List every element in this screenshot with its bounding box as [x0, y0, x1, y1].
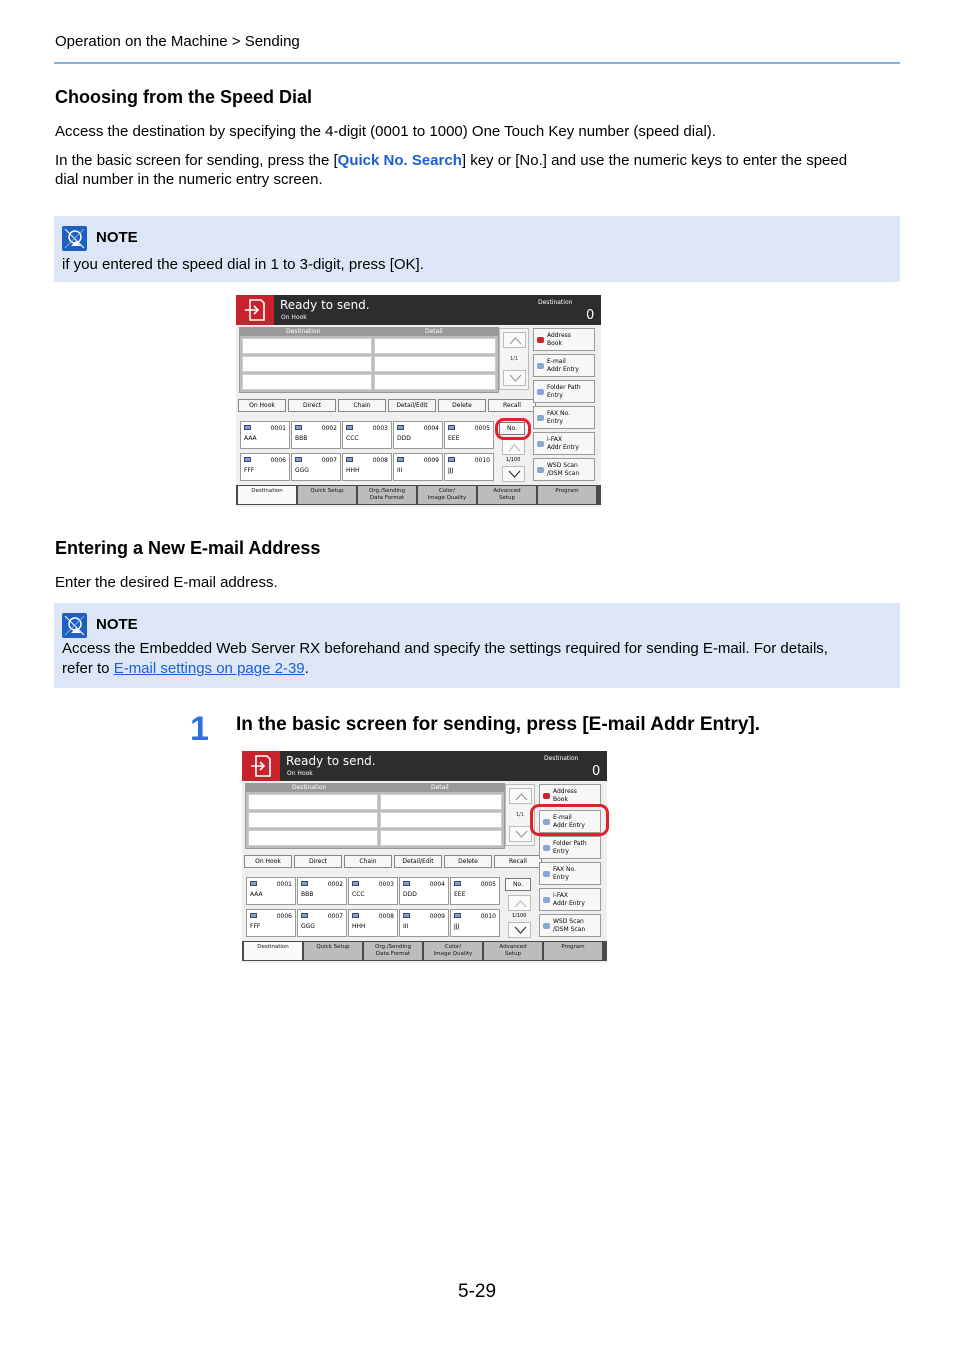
no-button-highlight	[495, 418, 531, 440]
list-page-indicator: 1/1	[516, 812, 525, 818]
action-on-hook[interactable]: On Hook	[238, 399, 286, 412]
key-label: CCC	[352, 891, 365, 898]
folder-icon	[537, 389, 544, 395]
action-direct[interactable]: Direct	[294, 855, 342, 868]
destination-type-icon	[448, 425, 455, 430]
destination-type-icon	[352, 881, 359, 886]
scroll-up-button[interactable]	[509, 788, 532, 804]
one-touch-key[interactable]	[444, 453, 494, 481]
side-button-label: i-FAX Addr Entry	[553, 892, 585, 907]
tab-6[interactable]: Program	[544, 942, 602, 960]
key-number: 0006	[270, 457, 286, 464]
key-label: III	[397, 467, 403, 474]
key-number: 0005	[480, 881, 496, 888]
send-mode-icon	[242, 751, 280, 781]
keys-scroll-down-button[interactable]	[508, 922, 531, 938]
destination-type-icon	[244, 425, 251, 430]
action-delete[interactable]: Delete	[444, 855, 492, 868]
ready-status: Ready to send.	[280, 298, 370, 312]
one-touch-key[interactable]	[348, 909, 398, 937]
destination-list-header	[240, 328, 498, 336]
one-touch-key[interactable]	[297, 877, 347, 905]
destination-count: 0	[592, 764, 601, 779]
key-number: 0002	[321, 425, 337, 432]
one-touch-key[interactable]	[348, 877, 398, 905]
key-label: HHH	[346, 467, 360, 474]
destination-type-icon	[352, 913, 359, 918]
ifax-icon	[543, 897, 550, 903]
speed-dial-instructions: In the basic screen for sending, press the [Quick No. Search] key or [No.] and use the numeric keys to enter the speed dial number in the numeric entry screen.	[55, 152, 848, 188]
key-label: GGG	[295, 467, 309, 474]
key-label: HHH	[352, 923, 366, 930]
address-book-icon	[543, 793, 550, 799]
column-destination: Destination	[286, 328, 321, 335]
destination-count-label: Destination	[538, 299, 573, 306]
status-header	[242, 751, 607, 781]
tab-1[interactable]: Destination	[244, 942, 302, 960]
destination-row[interactable]	[248, 830, 378, 846]
side-button-label: Folder Path Entry	[547, 384, 581, 399]
status-header	[236, 295, 601, 325]
ifax-icon	[537, 441, 544, 447]
scroll-down-button[interactable]	[503, 370, 526, 386]
side-button-3[interactable]	[533, 380, 595, 403]
key-number: 0005	[474, 425, 490, 432]
keys-scroll-up-button[interactable]	[508, 895, 531, 911]
note-box-speed-dial	[54, 216, 900, 282]
one-touch-key[interactable]	[246, 877, 296, 905]
breadcrumb: Operation on the Machine > Sending	[55, 33, 300, 50]
on-hook-status: On Hook	[287, 770, 313, 777]
key-number: 0010	[480, 913, 496, 920]
one-touch-key[interactable]	[393, 453, 443, 481]
tab-bar	[236, 485, 601, 505]
note-text: Access the Embedded Web Server RX beforehand and specify the settings required for sending E-mail. For details, refer to E-mail settings on page 2-39.	[62, 640, 828, 677]
email-settings-link[interactable]: E-mail settings on page 2-39	[113, 660, 305, 677]
speed-dial-heading: Choosing from the Speed Dial	[55, 87, 313, 107]
note-title: NOTE	[96, 616, 138, 633]
destination-type-icon	[295, 457, 302, 462]
column-detail: Detail	[425, 328, 443, 335]
no-button[interactable]: No.	[505, 878, 531, 891]
keys-scroll-down-button[interactable]	[502, 466, 525, 482]
key-label: DDD	[397, 435, 411, 442]
side-button-3[interactable]	[539, 836, 601, 859]
key-number: 0008	[372, 457, 388, 464]
key-number: 0006	[276, 913, 292, 920]
key-number: 0010	[474, 457, 490, 464]
key-label: III	[403, 923, 409, 930]
destination-row[interactable]	[242, 338, 372, 354]
column-detail: Detail	[431, 784, 449, 791]
on-hook-status: On Hook	[281, 314, 307, 321]
key-label: GGG	[301, 923, 315, 930]
side-button-4[interactable]	[539, 862, 601, 885]
scroll-down-button[interactable]	[509, 826, 532, 842]
speed-dial-intro: Access the destination by specifying the 4-digit (0001 to 1000) One Touch Key number (speed dial).	[55, 123, 716, 140]
one-touch-key[interactable]	[291, 421, 341, 449]
side-button-4[interactable]	[533, 406, 595, 429]
step-instruction: In the basic screen for sending, press [E-mail Addr Entry].	[236, 714, 761, 735]
side-button-label: WSD Scan /DSM Scan	[547, 462, 580, 477]
side-button-label: E-mail Addr Entry	[547, 358, 579, 373]
email-intro: Enter the desired E-mail address.	[55, 574, 278, 591]
tab-bar	[242, 941, 607, 961]
list-page-indicator: 1/1	[510, 356, 519, 362]
column-destination: Destination	[292, 784, 327, 791]
key-number: 0003	[378, 881, 394, 888]
step-number: 1	[190, 710, 209, 748]
wsd-scan-icon	[543, 923, 550, 929]
note-icon	[62, 226, 87, 251]
tab-3[interactable]: Org./Sending Data Format	[364, 942, 422, 960]
action-chain[interactable]: Chain	[338, 399, 386, 412]
one-touch-key[interactable]	[444, 421, 494, 449]
key-number: 0007	[321, 457, 337, 464]
destination-type-icon	[397, 457, 404, 462]
keys-scroll-up-button[interactable]	[502, 439, 525, 455]
destination-type-icon	[244, 457, 251, 462]
destination-type-icon	[295, 425, 302, 430]
action-on-hook[interactable]: On Hook	[244, 855, 292, 868]
one-touch-key[interactable]	[399, 909, 449, 937]
action-recall[interactable]: Recall	[494, 855, 542, 868]
ready-status: Ready to send.	[286, 754, 376, 768]
side-button-label: i-FAX Addr Entry	[547, 436, 579, 451]
address-book-icon	[537, 337, 544, 343]
side-button-label: FAX No. Entry	[553, 866, 576, 881]
destination-type-icon	[397, 425, 404, 430]
one-touch-key[interactable]	[240, 453, 290, 481]
key-label: AAA	[250, 891, 263, 898]
wsd-scan-icon	[537, 467, 544, 473]
send-screen-speed-dial	[236, 295, 601, 507]
fax-icon	[543, 871, 550, 877]
detail-row[interactable]	[380, 830, 502, 846]
one-touch-key[interactable]	[291, 453, 341, 481]
action-delete[interactable]: Delete	[438, 399, 486, 412]
key-label: FFF	[244, 467, 255, 474]
key-number: 0001	[276, 881, 292, 888]
email-entry-highlight	[530, 804, 609, 836]
tab-4[interactable]: Color/ Image Quality	[424, 942, 482, 960]
note-icon	[62, 613, 87, 638]
one-touch-key[interactable]	[246, 909, 296, 937]
action-direct[interactable]: Direct	[288, 399, 336, 412]
destination-row[interactable]	[248, 794, 378, 810]
note-title: NOTE	[96, 229, 138, 246]
action-recall[interactable]: Recall	[488, 399, 536, 412]
side-button-label: Address Book	[553, 788, 577, 803]
key-label: JJJ	[454, 923, 460, 930]
key-number: 0002	[327, 881, 343, 888]
send-screen-email	[242, 751, 607, 963]
side-button-label: Folder Path Entry	[553, 840, 587, 855]
folder-icon	[543, 845, 550, 851]
side-button-5[interactable]	[533, 432, 595, 455]
destination-row[interactable]	[242, 356, 372, 372]
key-number: 0004	[429, 881, 445, 888]
destination-list	[239, 327, 499, 393]
action-detail-edit[interactable]: Detail/Edit	[394, 855, 442, 868]
header-divider	[54, 62, 900, 64]
tab-2[interactable]: Quick Setup	[298, 486, 356, 504]
tab-6[interactable]: Program	[538, 486, 596, 504]
tab-5[interactable]: Advanced Setup	[484, 942, 542, 960]
page-number: 5-29	[458, 1281, 497, 1302]
destination-row[interactable]	[242, 374, 372, 390]
email-icon	[537, 363, 544, 369]
destination-type-icon	[448, 457, 455, 462]
key-label: BBB	[295, 435, 308, 442]
one-touch-key[interactable]	[450, 909, 500, 937]
side-button-2[interactable]	[533, 354, 595, 377]
key-label: EEE	[448, 435, 460, 442]
key-label: AAA	[244, 435, 257, 442]
destination-type-icon	[346, 457, 353, 462]
key-label: DDD	[403, 891, 417, 898]
keys-page-indicator: 1/100	[506, 457, 521, 463]
side-button-label: Address Book	[547, 332, 571, 347]
one-touch-key[interactable]	[393, 421, 443, 449]
keys-page-indicator: 1/100	[512, 913, 527, 919]
key-number: 0004	[423, 425, 439, 432]
action-bar	[242, 855, 537, 868]
tab-3[interactable]: Org./Sending Data Format	[358, 486, 416, 504]
side-button-6[interactable]	[533, 458, 595, 481]
detail-row[interactable]	[380, 812, 502, 828]
fax-icon	[537, 415, 544, 421]
tab-4[interactable]: Color/ Image Quality	[418, 486, 476, 504]
tab-2[interactable]: Quick Setup	[304, 942, 362, 960]
key-label: CCC	[346, 435, 359, 442]
key-label: EEE	[454, 891, 466, 898]
detail-row[interactable]	[374, 356, 496, 372]
destination-list	[245, 783, 505, 849]
key-number: 0007	[327, 913, 343, 920]
destination-type-icon	[346, 425, 353, 430]
action-bar	[236, 399, 531, 412]
one-touch-key[interactable]	[399, 877, 449, 905]
side-button-label: E-mail Addr Entry	[553, 814, 585, 829]
destination-count: 0	[586, 308, 595, 323]
detail-row[interactable]	[374, 374, 496, 390]
action-detail-edit[interactable]: Detail/Edit	[388, 399, 436, 412]
tab-1[interactable]: Destination	[238, 486, 296, 504]
destination-type-icon	[403, 881, 410, 886]
action-chain[interactable]: Chain	[344, 855, 392, 868]
one-touch-key[interactable]	[342, 421, 392, 449]
destination-type-icon	[250, 881, 257, 886]
one-touch-key[interactable]	[450, 877, 500, 905]
side-button-label: WSD Scan /DSM Scan	[553, 918, 586, 933]
destination-type-icon	[454, 881, 461, 886]
key-number: 0009	[429, 913, 445, 920]
key-number: 0001	[270, 425, 286, 432]
note-text: if you entered the speed dial in 1 to 3-digit, press [OK].	[62, 256, 424, 273]
destination-type-icon	[454, 913, 461, 918]
destination-type-icon	[403, 913, 410, 918]
one-touch-key[interactable]	[297, 909, 347, 937]
destination-type-icon	[301, 913, 308, 918]
destination-count-label: Destination	[544, 755, 579, 762]
one-touch-key[interactable]	[240, 421, 290, 449]
detail-row[interactable]	[374, 338, 496, 354]
send-mode-icon	[236, 295, 274, 325]
key-number: 0008	[378, 913, 394, 920]
no-button[interactable]: No.	[499, 422, 525, 435]
key-number: 0003	[372, 425, 388, 432]
scroll-up-button[interactable]	[503, 332, 526, 348]
key-label: FFF	[250, 923, 261, 930]
key-label: BBB	[301, 891, 314, 898]
key-label: JJJ	[448, 467, 454, 474]
quick-no-search-key: Quick No. Search	[337, 152, 462, 169]
side-button-6[interactable]	[539, 914, 601, 937]
destination-row[interactable]	[248, 812, 378, 828]
one-touch-key[interactable]	[342, 453, 392, 481]
side-button-1[interactable]	[533, 328, 595, 351]
side-button-5[interactable]	[539, 888, 601, 911]
key-number: 0009	[423, 457, 439, 464]
note-box-email	[54, 603, 900, 688]
destination-type-icon	[250, 913, 257, 918]
list-pager	[499, 328, 529, 390]
detail-row[interactable]	[380, 794, 502, 810]
email-heading: Entering a New E-mail Address	[55, 538, 321, 558]
destination-type-icon	[301, 881, 308, 886]
destination-list-header	[246, 784, 504, 792]
tab-5[interactable]: Advanced Setup	[478, 486, 536, 504]
side-button-label: FAX No. Entry	[547, 410, 570, 425]
